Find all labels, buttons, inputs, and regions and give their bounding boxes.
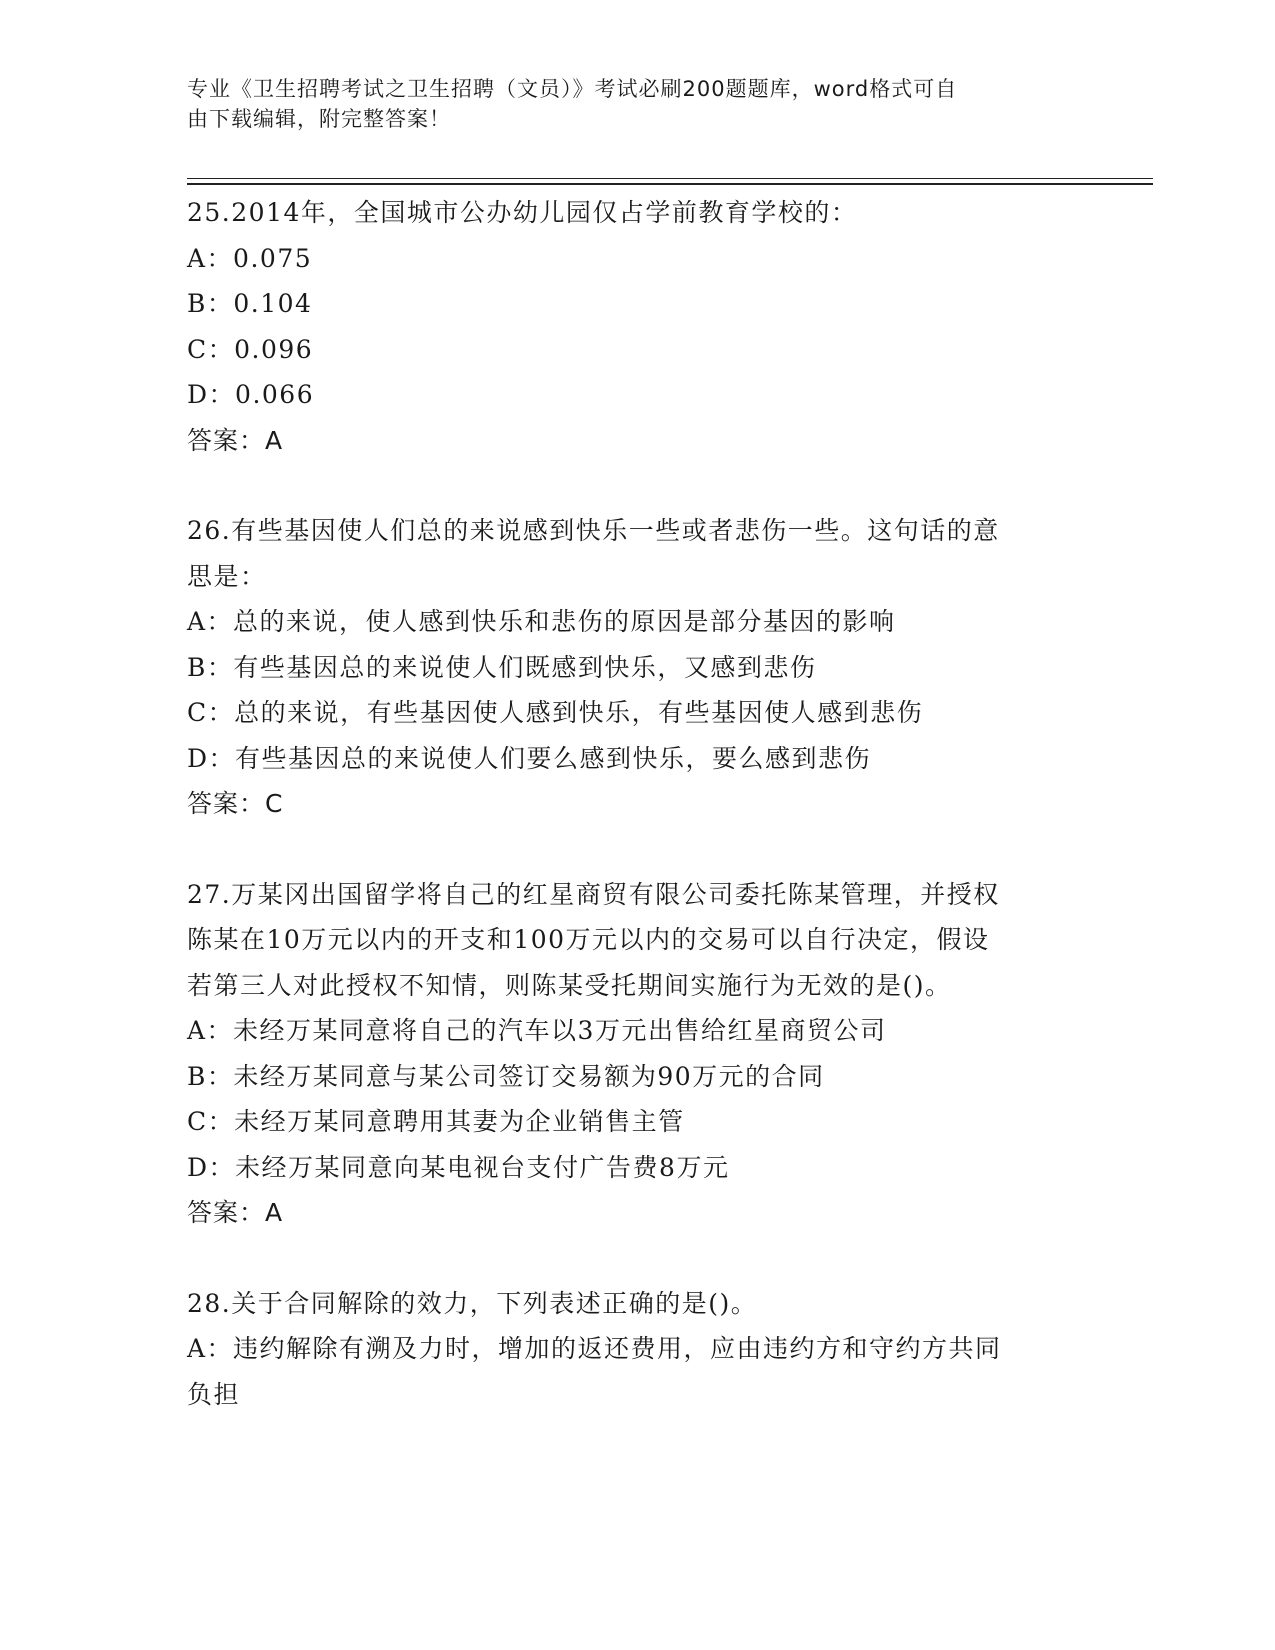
header-line-1: 专业《卫生招聘考试之卫生招聘（文员）》考试必刷200题题库，word格式可自: [187, 77, 958, 101]
option-line: D：未经万某同意向某电视台支付广告费8万元: [187, 1152, 730, 1182]
option-line: A：0.075: [187, 243, 313, 273]
question-spacer: [187, 1236, 1077, 1281]
option-line: B：未经万某同意与某公司签订交易额为90万元的合同: [187, 1061, 825, 1091]
question-block: [187, 190, 1077, 463]
question-stem-line: 26.有些基因使人们总的来说感到快乐一些或者悲伤一些。这句话的意: [187, 516, 1000, 545]
header-divider-thick: [187, 183, 1153, 185]
question-stem-line: 陈某在10万元以内的开支和100万元以内的交易可以自行决定，假设: [187, 925, 990, 954]
option-line: C：总的来说，有些基因使人感到快乐，有些基因使人感到悲伤: [187, 698, 924, 727]
option-line: B：有些基因总的来说使人们既感到快乐，又感到悲伤: [187, 652, 817, 682]
option-line: A：总的来说，使人感到快乐和悲伤的原因是部分基因的影响: [187, 607, 896, 636]
option-line: B：0.104: [187, 289, 313, 318]
option-line: 负担: [187, 1379, 241, 1409]
option-line: D：0.066: [187, 380, 315, 409]
question-stem-line: 27.万某冈出国留学将自己的红星商贸有限公司委托陈某管理，并授权: [187, 879, 1000, 909]
option-line: A：违约解除有溯及力时，增加的返还费用，应由违约方和守约方共同: [187, 1334, 1002, 1363]
option-line: A：未经万某同意将自己的汽车以3万元出售给红星商贸公司: [187, 1016, 887, 1045]
question-spacer: [187, 463, 1077, 508]
question-block: [187, 1281, 1077, 1418]
question-list: [187, 190, 1077, 1417]
document-header: [187, 74, 1067, 134]
answer-line: 答案：A: [187, 425, 284, 455]
question-spacer: [187, 827, 1077, 872]
question-stem-line: 若第三人对此授权不知情，则陈某受托期间实施行为无效的是()。: [187, 970, 952, 1000]
question-block: [187, 872, 1077, 1236]
answer-line: 答案：C: [187, 789, 284, 818]
question-stem-line: 25.2014年，全国城市公办幼儿园仅占学前教育学校的：: [187, 198, 858, 227]
option-line: C：未经万某同意聘用其妻为企业销售主管: [187, 1107, 685, 1136]
question-stem-line: 28.关于合同解除的效力，下列表述正确的是()。: [187, 1288, 758, 1318]
header-divider-thin: [187, 178, 1153, 179]
answer-line: 答案：A: [187, 1198, 284, 1227]
question-block: [187, 508, 1077, 827]
option-line: C：0.096: [187, 334, 314, 364]
header-line-2: 由下载编辑，附完整答案！: [187, 107, 451, 131]
question-stem-line: 思是：: [187, 561, 267, 591]
option-line: D：有些基因总的来说使人们要么感到快乐，要么感到悲伤: [187, 743, 872, 773]
